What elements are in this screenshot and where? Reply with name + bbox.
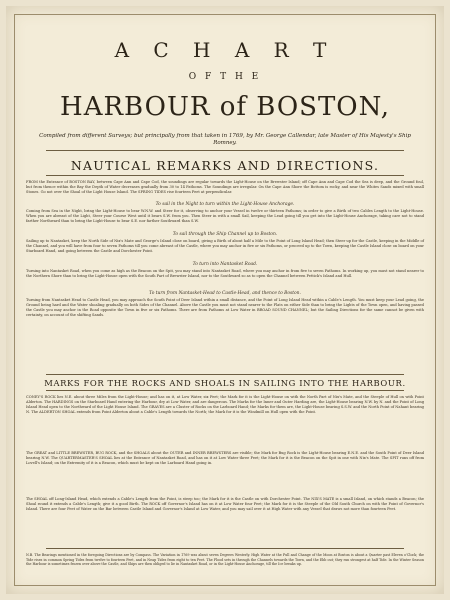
- divider: [46, 548, 404, 549]
- marks-paragraph-1: CONEY'S ROCK lies N.E. about three Miles from the Light-House; and has on it, at Low Water, six Feet; the Mark for it is the Light-House on with the North Part of Nix's Mate, and the Steeple of Hull on with Point Alderton. The HARDINGS on the Starboard Hand entering the Harbour, dry at Low Water, and are dangerous. The Marks for the Inner and Outer Harding are, the Light-House bearing N.W. by N. and the Point of Long Island Head open to the Northward of the Light House Island. The GRAVES are a Cluster of Rocks on the Larboard Hand; the Marks for them are, the Light-House bearing S.S.W. and the North Point of Nahant bearing N. The ALDERTON SHOAL extends from Point Alderton about a Cable's Length towards the North; the Mark for it is the Windmill on Hull open with the Point.: [26, 395, 424, 415]
- remarks-paragraph-3: Sailing up to Nantasket, keep the North Side of Nix's Mate and George's Island close on board, giving a Birth of about half a Mile to the Point of Long Island Head; then Steer up for the Castle, keeping in the Middle of the Channel, and you will have from four to seven Fathoms till you come abreast of the Castle, where you may anchor in five or six Fathoms, or proceed up to the Town, keeping the Castle Island close on board on your Starboard Hand, and going between the Castle and Dorchester Point.: [26, 239, 424, 254]
- remarks-paragraph-4: Turning into Nantasket Road, when you come as high as the Beacon on the Spit, you may stand into Nantasket Road, where you may anchor in from five to seven Fathoms. In working up, you must not stand nearer to the Northern Shore than to bring the Light-House open with the South Part of Brewster Island, nor to the Southward so as to open the Channel between Pettick's Island and Hull.: [26, 269, 424, 279]
- title-of-the: O F T H E: [188, 72, 262, 82]
- marks-heading: MARKS FOR THE ROCKS AND SHOALS IN SAILING INTO THE HARBOUR.: [44, 378, 406, 388]
- marks-paragraph-2: The GREAT and LITTLE BREWSTER, BUG ROCK, and the SHOALS about the OUTER and INNER BREWSTERS are visible; the Mark for Bug Rock is the Light-House bearing E.N.E. and the South Point of Deer Island bearing N.W. The QUARTERMASTER'S SHOAL lies at the Entrance of Nantasket Road, and has on it at Low Water three Feet; the Mark for it is the Beacon on the Spit in one with Nix's Mate. The SPIT runs off from Lovell's Island; on the Extremity of it is a Beacon, which must be kept on the Larboard Hand going in.: [26, 451, 424, 466]
- marks-paragraph-3: The SHOAL off Long-Island Head, which extends a Cable's Length from the Point, is steep too; the Mark for it is the Castle on with Dorchester Point. The NIX'S MATE is a small Island, on which stands a Beacon; the Shoal round it extends a Cable's Length; give it a good Birth. The ROCK off Governor's Island has on it at Low Water four Feet; the Mark for it is the Steeple of the Old South Church on with the Point of Governor's Island. There are four Feet of Water on the Bar between Castle Island and Governor's Island at Low Water, and you may sail over it at High Water with any Vessel that draws not more than fourteen Feet.: [26, 497, 424, 512]
- remarks-subheading-4: To turn from Nantasket-Head to Castle-Head, and thence to Boston.: [149, 291, 301, 296]
- divider: [46, 374, 404, 375]
- chart-sheet: [6, 6, 444, 594]
- remarks-heading: NAUTICAL REMARKS AND DIRECTIONS.: [70, 158, 380, 173]
- remarks-paragraph-2: Coming from Sea in the Night, bring the Light-House to bear W.N.W. and Steer for it, observing to anchor your Vessel in twelve or thirteen Fathoms; in order to give a Birth of two Cables Length to the Light-House. When you are abreast of the Light, Steer your Course West until it bears S.W. from you. Then Steer in with a small Sail, keeping the Lead going till you get into the Light-House Anchorage, taking care not to stand farther Northward than to bring the Light-House to bear S.E. nor farther Southward than S.W.: [26, 209, 424, 224]
- remarks-subheading-3: To turn into Nantasket Road.: [192, 262, 258, 267]
- footnotes: N.B. The Bearings mentioned in the foregoing Directions are by Compass. The Variation in 1769 was about seven Degrees Westerly. High Water at the Full and Change of the Moon at Boston is about a Quarter past Eleven o'Clock; the Tide rises in common Spring Tides from twelve to fourteen Feet, and in Neap Tides from eight to ten Feet. The Flood sets in through the Channels towards the Town, and the Ebb out; they run strongest at half Tide. In the Winter Season the Harbour is sometimes frozen over above the Castle, and Ships are then obliged to lie in Nantasket Road, or in the Light-House Anchorage, till the Ice breaks up.: [26, 553, 424, 567]
- remarks-subheading-1: To sail in the Night to turn within the Light-House Anchorage.: [155, 202, 295, 207]
- remarks-paragraph-1: FROM the Entrance of BOSTON BAY, between Cape Ann and Cape Cod, the soundings are regular towards the Light-House on the Brewster Island; off Cape Ann and Cape Cod the Sea is deep, and the Ground foul, but from thence within the Bay the Depth of Water decreases gradually from 30 to 14 Fathoms. The Soundings are irregular. On the Cape Ann Shore the Bottom is rocky, and near the Whites Sands mixed with small Stones. Go not over the Shoal of the Light House Island. The SPRING TIDES rise fourteen Feet at perpendicular.: [26, 180, 424, 195]
- main-title: HARBOUR of BOSTON,: [60, 92, 390, 122]
- remarks-paragraph-5: Turning from Nantasket Head to Castle Head, you may approach the South Point of Deer Island within a small distance, and the Point of Long Island Head within a Cable's Length. You must keep your Lead going, the Ground being hard and the Water shoaling gradually on both Sides of the Channel. Above the Castle you must not stand nearer to the Flats on either Side than to bring the Lights of the Town open, and having passed the Castle you may anchor in the Road opposite the Town in five or six Fathoms. There are from Fathoms at Low Water in BROAD SOUND CHANNEL; but the Sailing Directions for the same cannot be given with certainty, on account of the shifting Sands.: [26, 298, 424, 318]
- remarks-subheading-2: To sail through the Ship Channel up to Boston.: [172, 232, 278, 237]
- divider: [46, 175, 404, 176]
- compiled-note: Compiled from different Surveys; but principally from that taken in 1769, by Mr. George Callendar, late Master of His Majesty's Ship Romney.: [39, 133, 411, 146]
- divider: [46, 150, 404, 151]
- divider: [46, 390, 404, 391]
- title-line-1: A C H A R T: [114, 38, 336, 62]
